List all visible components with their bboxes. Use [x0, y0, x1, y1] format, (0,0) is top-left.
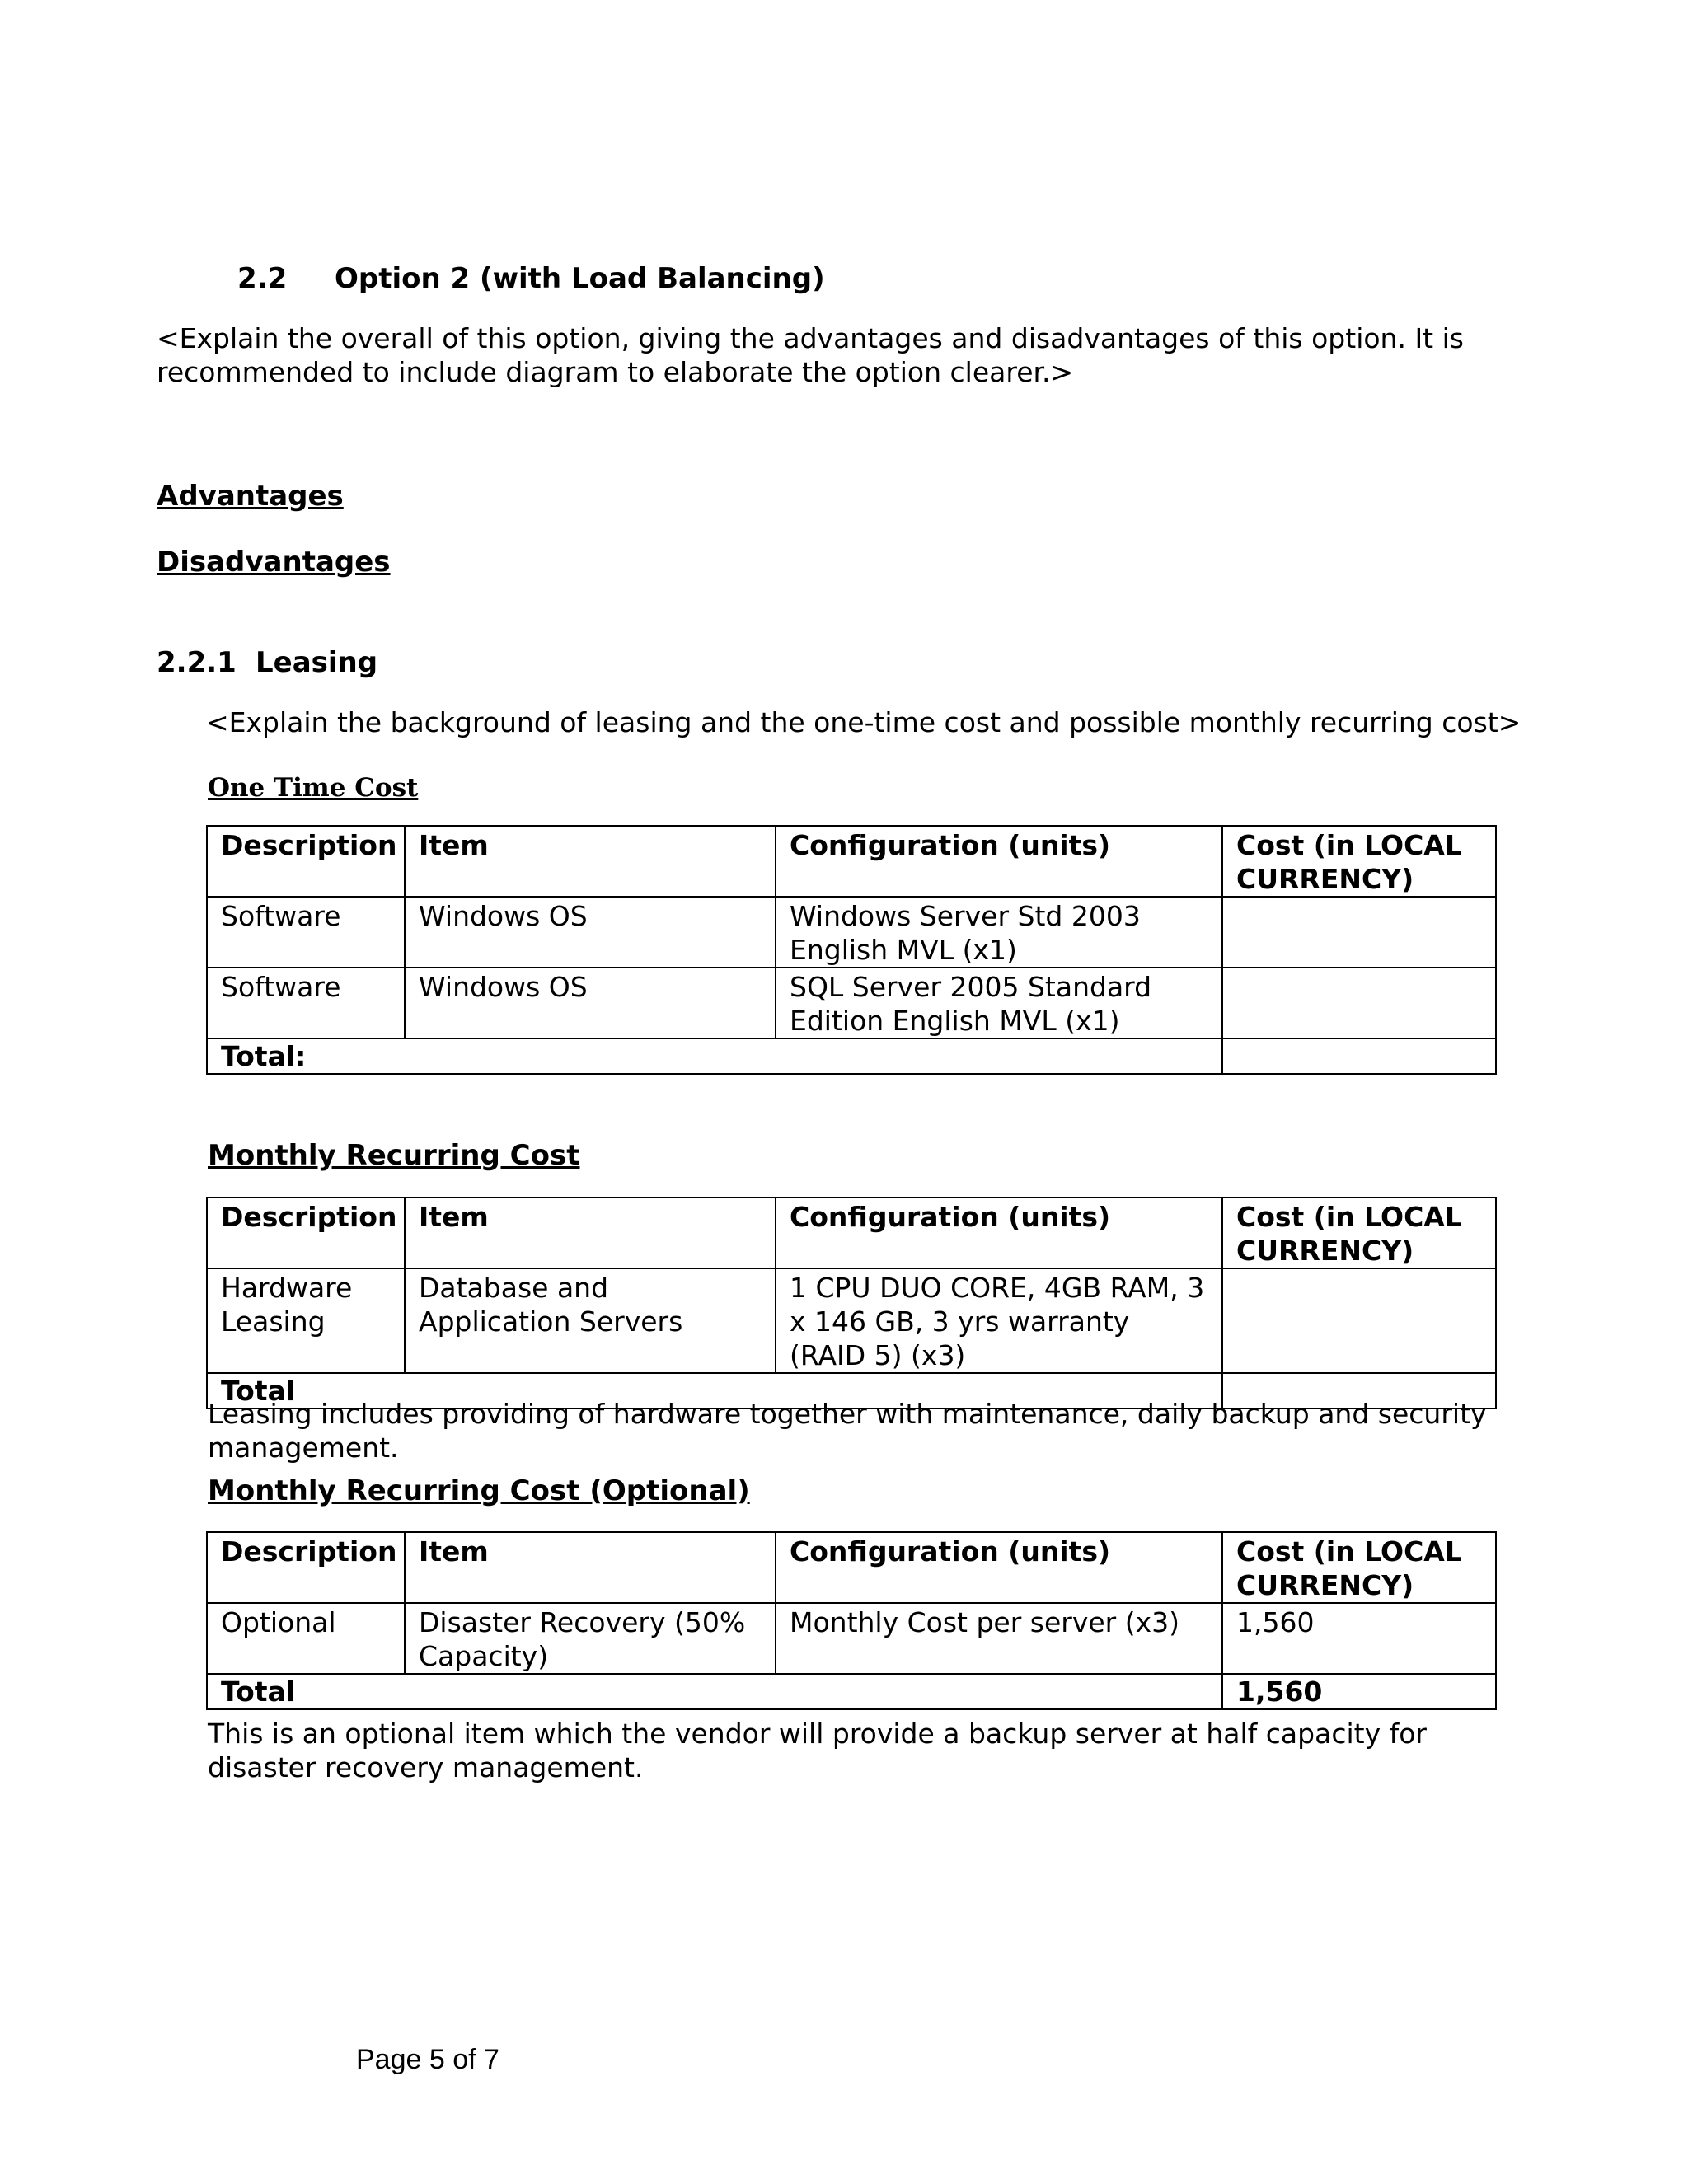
cell-description: Software	[207, 968, 405, 1038]
table-row	[207, 897, 1496, 968]
cell-description: Hardware Leasing	[207, 1268, 405, 1373]
subsection-heading	[157, 646, 377, 679]
subsection-number: 2.2.1	[157, 646, 237, 679]
header-cost: Cost (in LOCAL CURRENCY)	[1222, 826, 1496, 897]
header-item: Item	[405, 1197, 776, 1268]
page-number: Page 5 of 7	[356, 2044, 499, 2075]
subsection-intro: <Explain the background of leasing and the one-time cost and possible monthly recurring cost>	[206, 706, 1522, 738]
table-total-row	[207, 1674, 1496, 1709]
cell-item: Windows OS	[405, 968, 776, 1038]
monthly-recurring-cost-table	[206, 1197, 1497, 1409]
disadvantages-heading: Disadvantages	[157, 546, 391, 579]
total-value: 1,560	[1222, 1674, 1496, 1709]
cell-cost	[1222, 897, 1496, 968]
header-configuration: Configuration (units)	[776, 826, 1222, 897]
header-item: Item	[405, 826, 776, 897]
table-header-row	[207, 1197, 1496, 1268]
one-time-cost-table	[206, 825, 1497, 1075]
section-intro: <Explain the overall of this option, giving the advantages and disadvantages of this option. It is recommended to include diagram to elaborate the option clearer.>	[157, 322, 1464, 388]
section-heading	[237, 262, 825, 295]
header-description: Description	[207, 1197, 405, 1268]
cell-cost	[1222, 1268, 1496, 1373]
monthly-recurring-cost-optional-heading: Monthly Recurring Cost (Optional)	[208, 1474, 750, 1507]
subsection-title: Leasing	[256, 646, 378, 679]
header-cost: Cost (in LOCAL CURRENCY)	[1222, 1532, 1496, 1603]
one-time-cost-heading: One Time Cost	[208, 773, 419, 803]
cell-item: Database and Application Servers	[405, 1268, 776, 1373]
monthly-recurring-cost-optional-table	[206, 1531, 1497, 1710]
cell-configuration: SQL Server 2005 Standard Edition English MVL (x1)	[776, 968, 1222, 1038]
cell-configuration: 1 CPU DUO CORE, 4GB RAM, 3 x 146 GB, 3 yrs warranty (RAID 5) (x3)	[776, 1268, 1222, 1373]
cell-cost: 1,560	[1222, 1603, 1496, 1674]
header-cost: Cost (in LOCAL CURRENCY)	[1222, 1197, 1496, 1268]
optional-note: This is an optional item which the vendor will provide a backup server at half capacity for disaster recovery management.	[208, 1718, 1427, 1783]
monthly-recurring-cost-heading: Monthly Recurring Cost	[208, 1139, 580, 1172]
header-configuration: Configuration (units)	[776, 1532, 1222, 1603]
section-number: 2.2	[237, 262, 288, 295]
table-row	[207, 968, 1496, 1038]
advantages-heading: Advantages	[157, 480, 344, 513]
header-description: Description	[207, 1532, 405, 1603]
table-total-row	[207, 1038, 1496, 1074]
header-description: Description	[207, 826, 405, 897]
section-title: Option 2 (with Load Balancing)	[335, 262, 825, 295]
table-row	[207, 1268, 1496, 1373]
cell-item: Windows OS	[405, 897, 776, 968]
cell-cost	[1222, 968, 1496, 1038]
table-header-row	[207, 1532, 1496, 1603]
table-row	[207, 1603, 1496, 1674]
leasing-note: Leasing includes providing of hardware together with maintenance, daily backup and security management.	[208, 1398, 1487, 1464]
total-label: Total:	[207, 1038, 1222, 1074]
total-value	[1222, 1038, 1496, 1074]
cell-item: Disaster Recovery (50% Capacity)	[405, 1603, 776, 1674]
table-header-row	[207, 826, 1496, 897]
cell-configuration: Windows Server Std 2003 English MVL (x1)	[776, 897, 1222, 968]
total-label: Total	[207, 1674, 1222, 1709]
cell-description: Software	[207, 897, 405, 968]
header-configuration: Configuration (units)	[776, 1197, 1222, 1268]
header-item: Item	[405, 1532, 776, 1603]
total-label: Total	[207, 1373, 1222, 1408]
cell-description: Optional	[207, 1603, 405, 1674]
cell-configuration: Monthly Cost per server (x3)	[776, 1603, 1222, 1674]
